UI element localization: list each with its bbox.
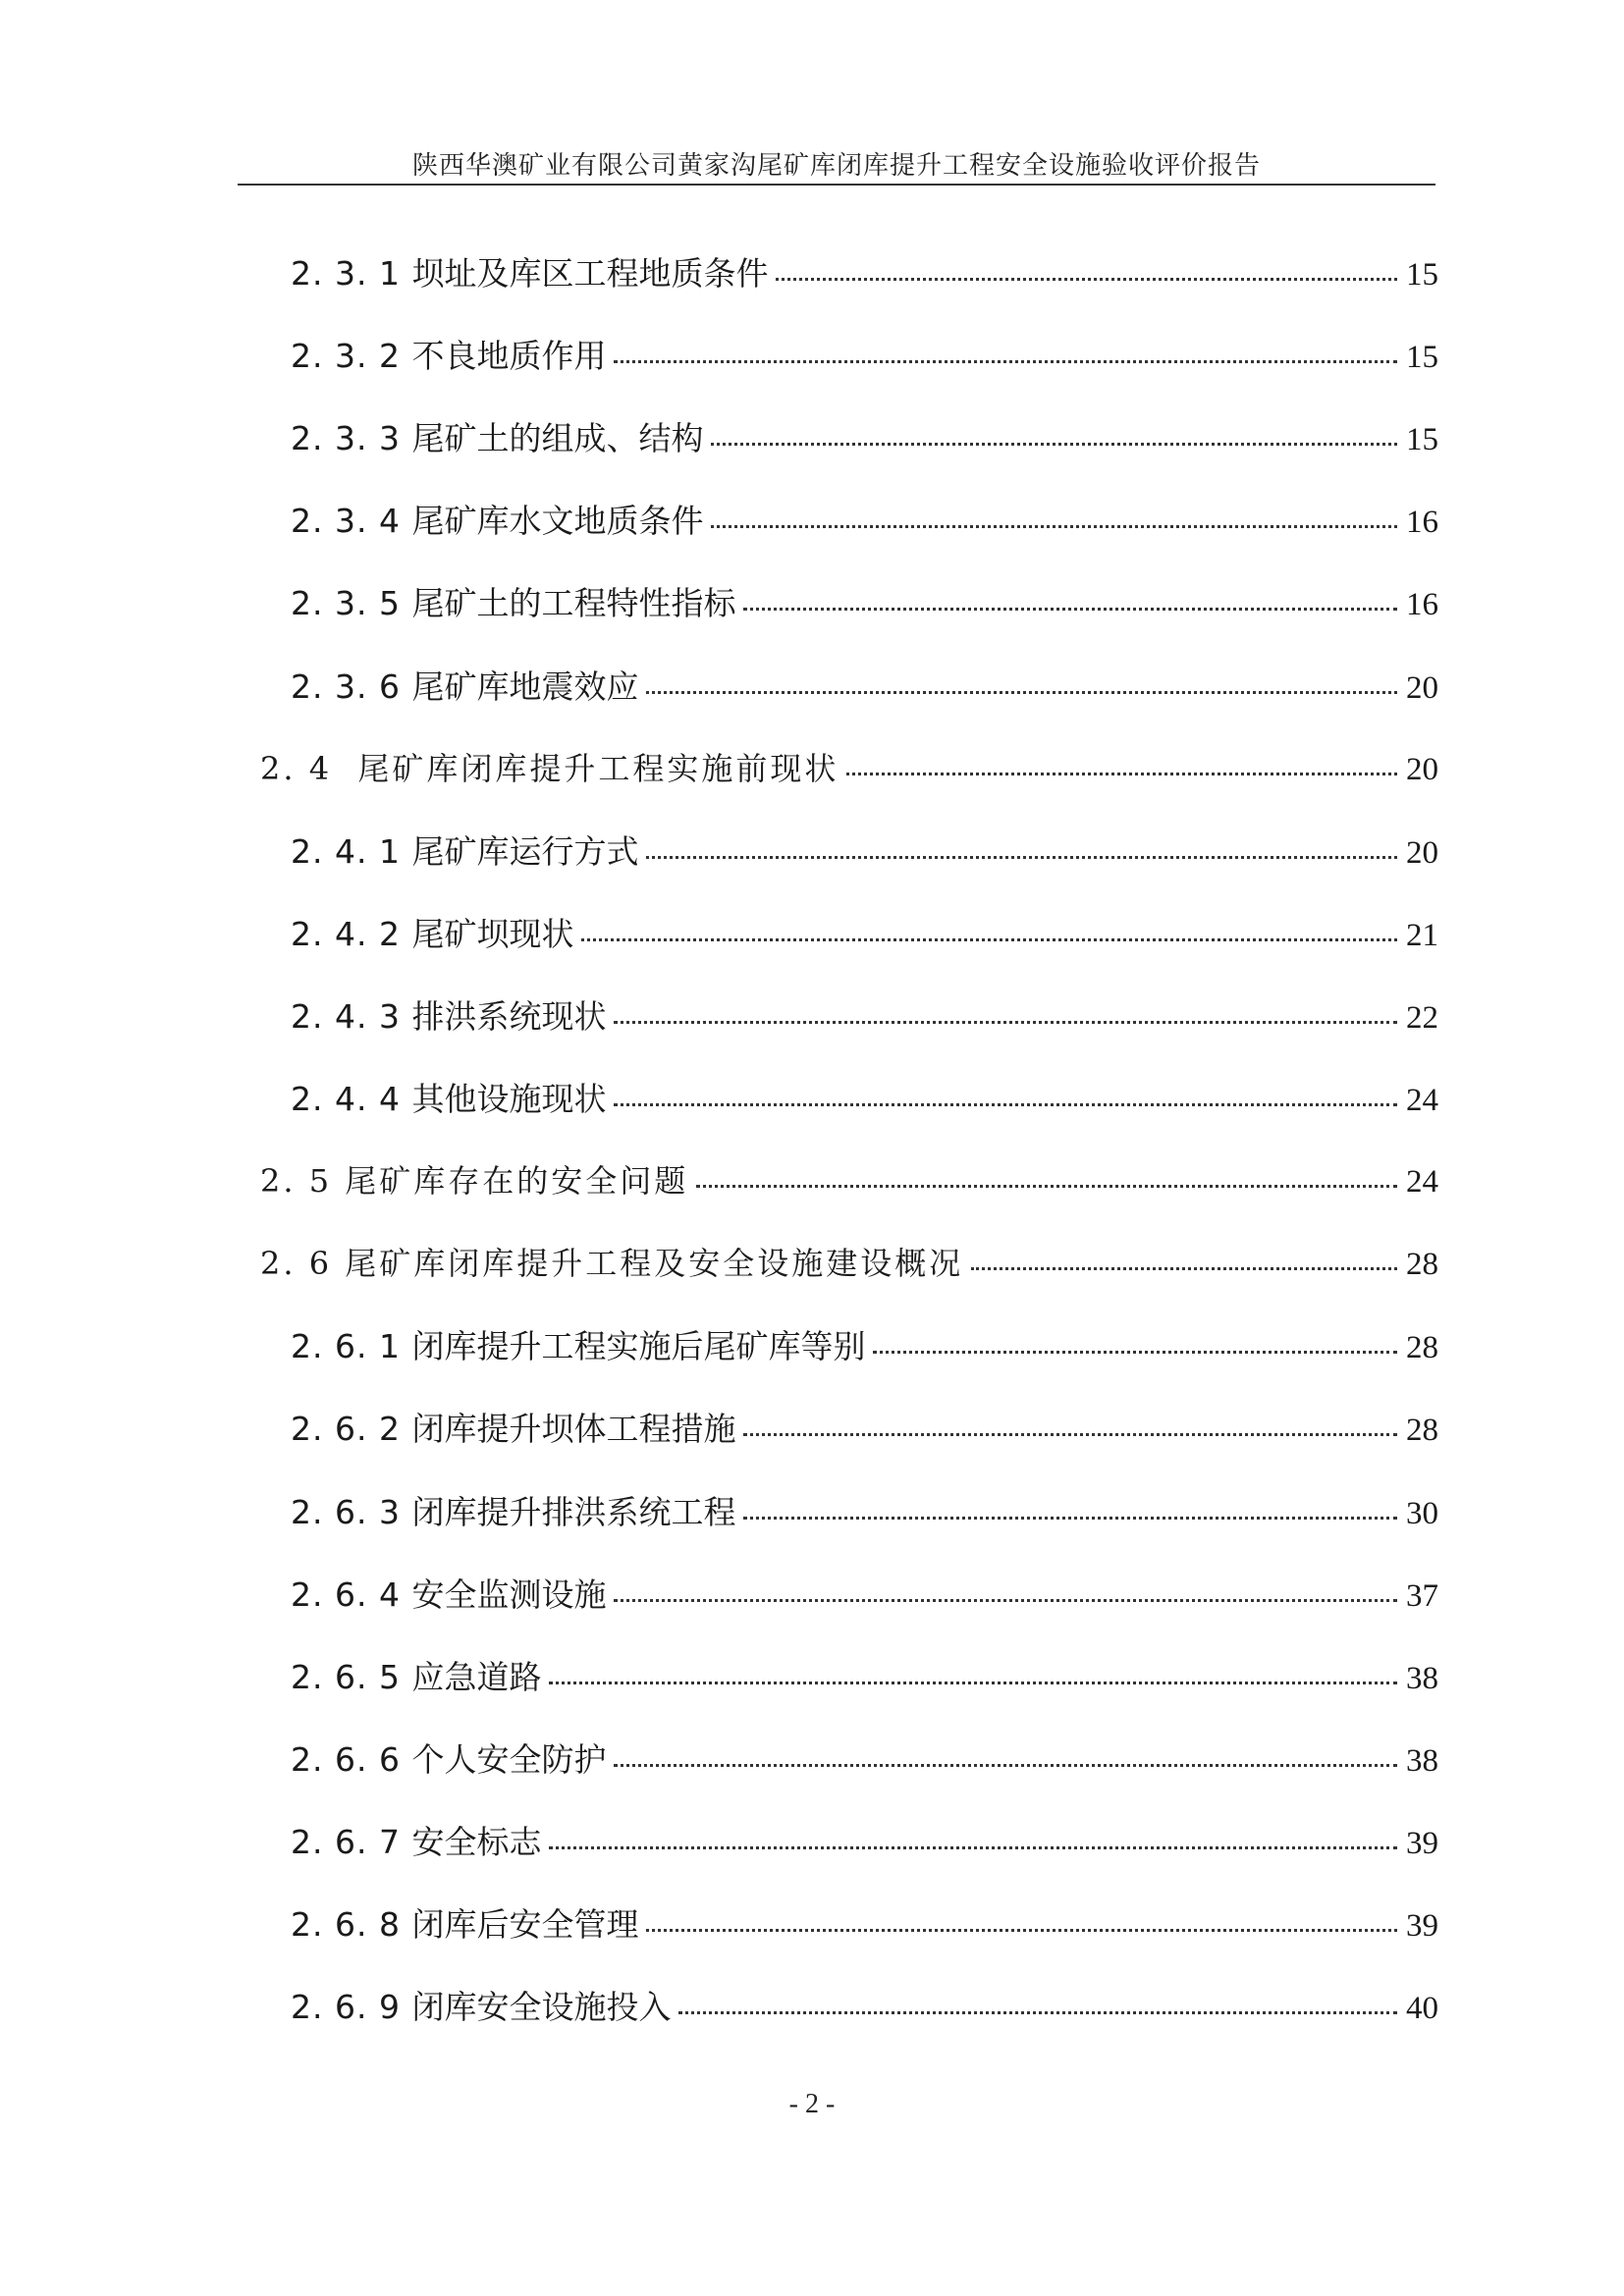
toc-entry-number: 2. 6. 2	[291, 1410, 412, 1449]
toc-entry-page: 28	[1406, 1247, 1438, 1283]
toc-dot-leader	[614, 1103, 1397, 1106]
toc-entry-page: 15	[1406, 422, 1438, 458]
toc-entry[interactable]	[291, 1404, 1438, 1453]
toc-dot-leader	[678, 2011, 1397, 2014]
toc-entry-number: 2. 3. 4	[291, 502, 412, 541]
toc-dot-leader	[873, 1351, 1397, 1354]
toc-entry-title: 闭库后安全管理	[411, 1905, 639, 1944]
toc-dot-leader	[581, 938, 1397, 941]
toc-entry-page: 39	[1406, 1908, 1438, 1944]
toc-dot-leader	[646, 1929, 1397, 1932]
page-header-title: 陕西华澳矿业有限公司黄家沟尾矿库闭库提升工程安全设施验收评价报告	[411, 151, 1261, 181]
toc-entry-page: 15	[1406, 257, 1438, 293]
toc-entry-title: 闭库提升工程实施后尾矿库等别	[411, 1327, 866, 1366]
toc-entry-number: 2. 6. 3	[291, 1492, 412, 1531]
toc-entry-number: 2. 6. 5	[291, 1657, 412, 1696]
toc-entry-title: 安全标志	[411, 1822, 542, 1861]
toc-dot-leader	[743, 1517, 1397, 1520]
toc-entry-title: 尾矿库闭库提升工程及安全设施建设概况	[345, 1245, 964, 1283]
toc-entry-number: 2. 6. 6	[291, 1739, 412, 1779]
toc-entry-number: 2. 3. 6	[291, 667, 412, 706]
toc-entry-page: 40	[1406, 1991, 1438, 2027]
toc-entry-page: 38	[1406, 1742, 1438, 1779]
toc-entry-page: 16	[1406, 587, 1438, 623]
toc-dot-leader	[711, 525, 1397, 528]
toc-dot-leader	[743, 1433, 1397, 1436]
toc-entry-title: 个人安全防护	[411, 1739, 607, 1779]
toc-entry-page: 39	[1406, 1825, 1438, 1861]
toc-entry-number: 2. 3. 5	[291, 584, 412, 623]
toc-dot-leader	[549, 1846, 1397, 1849]
toc-dot-leader	[614, 1599, 1397, 1602]
toc-entry-title: 尾矿土的组成、结构	[411, 419, 704, 458]
toc-entry[interactable]	[291, 827, 1438, 876]
toc-entry-title: 闭库提升排洪系统工程	[411, 1492, 736, 1531]
toc-entry[interactable]	[291, 1487, 1438, 1536]
toc-entry-page: 30	[1406, 1495, 1438, 1531]
toc-entry-number: 2. 4. 2	[291, 914, 412, 953]
toc-dot-leader	[614, 1764, 1397, 1767]
toc-entry-page: 16	[1406, 505, 1438, 541]
toc-entry[interactable]	[291, 496, 1438, 545]
toc-entry[interactable]	[291, 1982, 1438, 2031]
toc-entry-number: 2. 4	[260, 749, 358, 787]
toc-entry[interactable]	[291, 991, 1438, 1041]
toc-entry-page: 28	[1406, 1330, 1438, 1366]
toc-dot-leader	[549, 1682, 1397, 1684]
toc-entry-title: 尾矿库存在的安全问题	[345, 1162, 689, 1201]
toc-entry-number: 2. 5	[260, 1162, 346, 1201]
toc-entry-number: 2. 6. 9	[291, 1988, 412, 2027]
toc-dot-leader	[696, 1185, 1397, 1188]
toc-entry-title: 尾矿库运行方式	[411, 831, 639, 871]
toc-entry-page: 15	[1406, 340, 1438, 376]
toc-entry[interactable]	[291, 1074, 1438, 1123]
toc-entry[interactable]	[291, 909, 1438, 958]
toc-entry-title: 尾矿坝现状	[411, 914, 574, 953]
toc-entry-page: 20	[1406, 834, 1438, 871]
toc-entry[interactable]	[291, 1817, 1438, 1866]
toc-dot-leader	[614, 360, 1397, 363]
toc-entry-page: 24	[1406, 1083, 1438, 1118]
toc-entry-title: 坝址及库区工程地质条件	[411, 254, 769, 293]
toc-dot-leader	[743, 608, 1397, 611]
toc-entry-title: 尾矿库闭库提升工程实施前现状	[357, 749, 839, 787]
toc-entry-title: 其他设施现状	[411, 1080, 607, 1118]
toc-entry-page: 38	[1406, 1660, 1438, 1696]
header-divider	[238, 184, 1435, 186]
toc-entry[interactable]	[291, 662, 1438, 711]
toc-entry-title: 尾矿土的工程特性指标	[411, 584, 736, 623]
toc-entry[interactable]	[291, 1652, 1438, 1701]
toc-entry[interactable]	[291, 413, 1438, 462]
toc-dot-leader	[646, 856, 1397, 859]
toc-entry-number: 2. 3. 3	[291, 419, 412, 458]
toc-entry-page: 20	[1406, 669, 1438, 706]
toc-entry[interactable]	[291, 331, 1438, 380]
toc-dot-leader	[614, 1021, 1397, 1024]
toc-dot-leader	[646, 691, 1397, 694]
toc-entry-title: 安全监测设施	[411, 1575, 607, 1614]
toc-entry-page: 20	[1406, 751, 1438, 787]
toc-entry[interactable]	[260, 1156, 1438, 1205]
toc-entry[interactable]	[260, 744, 1438, 793]
toc-entry-title: 尾矿库地震效应	[411, 667, 639, 706]
toc-entry-page: 21	[1406, 917, 1438, 953]
toc-entry-number: 2. 6. 1	[291, 1327, 412, 1366]
page-number: - 2 -	[788, 2089, 836, 2119]
toc-entry-number: 2. 4. 1	[291, 831, 412, 871]
toc-entry-title: 闭库安全设施投入	[411, 1988, 672, 2027]
toc-entry-number: 2. 3. 2	[291, 337, 412, 376]
toc-entry[interactable]	[291, 1321, 1438, 1370]
toc-dot-leader	[711, 443, 1397, 446]
toc-entry-number: 2. 6. 7	[291, 1822, 412, 1861]
toc-entry-number: 2. 3. 1	[291, 254, 412, 293]
toc-entry-number: 2. 6. 8	[291, 1905, 412, 1944]
toc-entry-number: 2. 4. 4	[291, 1080, 412, 1118]
toc-entry-page: 28	[1406, 1413, 1438, 1449]
toc-entry-title: 闭库提升坝体工程措施	[411, 1410, 736, 1449]
toc-entry-page: 37	[1406, 1577, 1438, 1614]
toc-entry-title: 排洪系统现状	[411, 996, 607, 1036]
toc-entry-number: 2. 6. 4	[291, 1575, 412, 1614]
toc-entry-page: 22	[1406, 999, 1438, 1036]
toc-entry[interactable]	[291, 1570, 1438, 1619]
toc-dot-leader	[971, 1267, 1397, 1270]
toc-entry-title: 不良地质作用	[411, 337, 607, 376]
toc-dot-leader	[846, 773, 1397, 775]
toc-entry[interactable]	[260, 1239, 1438, 1288]
toc-entry-title: 尾矿库水文地质条件	[411, 502, 704, 541]
toc-entry[interactable]	[291, 578, 1438, 627]
toc-entry[interactable]	[291, 1899, 1438, 1949]
toc-dot-leader	[776, 278, 1397, 281]
toc-entry-page: 24	[1406, 1164, 1438, 1201]
toc-entry[interactable]	[291, 1735, 1438, 1784]
toc-entry[interactable]	[291, 248, 1438, 297]
toc-entry-number: 2. 6	[260, 1245, 346, 1283]
toc-entry-title: 应急道路	[411, 1657, 542, 1696]
toc-entry-number: 2. 4. 3	[291, 996, 412, 1036]
